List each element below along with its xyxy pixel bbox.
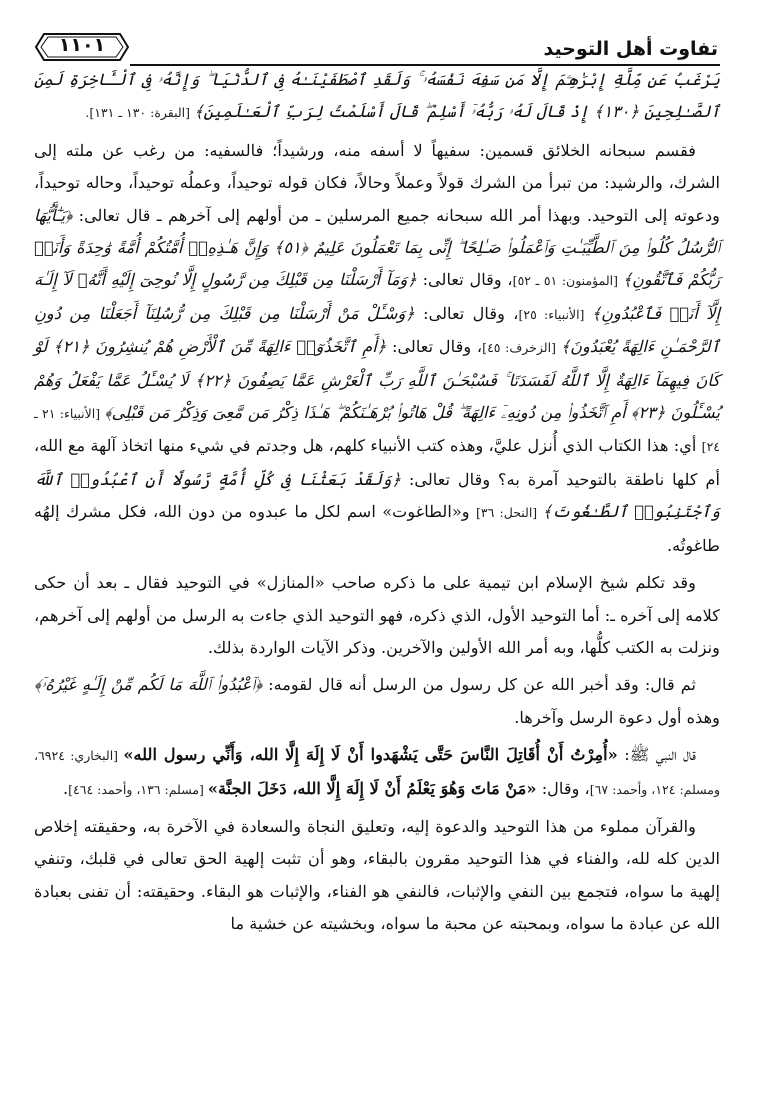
paragraph — [34, 567, 720, 664]
quran-verse: ﴿يَـٰٓأَيُّهَا ٱلرُّسُلُ كُلُوا۟ مِنَ ٱلطَّيِّبَـٰتِ وَٱعْمَلُوا۟ صَـٰلِحًا ۖ إِنِّى بِمَا تَعْمَلُونَ عَلِيمٌ ﴿٥١﴾ وَإِنَّ هَـٰذِهِۦٓ أُمَّتُكُمْ أُمَّةً وَٰحِدَةً وَأَنَا۠ رَبُّكُمْ فَٱتَّقُونِ﴾ — [34, 205, 720, 290]
citation: [النحل: ٣٦] — [475, 505, 543, 521]
hadith-text: «مَنْ مَاتَ وَهُوَ يَعْلَمُ أَنْ لَا إِلَهَ إِلَّا الله، دَخَلَ الجنَّة» — [207, 778, 537, 798]
paragraph — [34, 811, 720, 941]
page-title: تفاوت أهل التوحيد — [543, 38, 718, 60]
body-text: وقد تكلم شيخ الإسلام ابن تيمية على ما ذكره صاحب «المنازل» في التوحيد فقال ـ بعد أن حكى كلامه إلى آخره ـ: أما التوحيد الأول، الذي ذكره، فهو التوحيد الذي جاءت به الرسل من أولهم إلى آخرهم، ونزلت به الكتب كلُّها، وبه أمر الله الأولين والآخرين. وذكر الآيات الواردة بذلك. — [34, 573, 720, 657]
body-text: أي: هذا الكتاب الذي أُنزل عليَّ، وهذه كتب الأنبياء كلهم، هل وجدتم في شيء منها اتخاذ آلهة مع الله، أم كلها ناطقة بالتوحيد آمرة به؟ وقال تعالى: — [34, 436, 720, 489]
hadith-text: «أُمِرْتُ أَنْ أُقَاتِلَ النَّاسَ حَتَّى يَشْهَدوا أَنْ لَا إِلَهَ إِلَّا الله، وَأَنِّي رسول الله» — [123, 745, 618, 765]
body-text: و«الطاغوت» اسم لكل ما عبدوه من دون الله، فكل مشرك إلهُه طاغوتُه. — [34, 502, 720, 555]
body-text: ، وقال: — [536, 778, 590, 798]
paragraph — [34, 135, 720, 562]
citation: [المؤمنون: ٥١ ـ ٥٢] — [512, 273, 623, 289]
quran-verse: ﴿وَمَآ أَرْسَلْنَا مِن قَبْلِكَ مِن رَّسُولٍ إِلَّا نُوحِىٓ إِلَيْهِ أَنَّهُۥ لَآ إِلَـٰهَ إِلَّآ أَنَا۠ فَٱعْبُدُونِ﴾ — [34, 270, 720, 323]
quran-verse: ﴿أَمِ ٱتَّخَذُوٓا۟ ءَالِهَةً مِّنَ ٱلْأَرْضِ هُمْ يُنشِرُونَ ﴿٢١﴾ لَوْ كَانَ فِيهِمَآ ءَالِهَةٌ إِلَّا ٱللَّهُ لَفَسَدَتَا ۚ فَسُبْحَـٰنَ ٱللَّهِ رَبِّ ٱلْعَرْشِ عَمَّا يَصِفُونَ ﴿٢٢﴾ لَا يُسْـَٔلُ عَمَّا يَفْعَلُ وَهُمْ يُسْـَٔلُونَ ﴿٢٣﴾ أَمِ ٱتَّخَذُوا۟ مِن دُونِهِۦٓ ءَالِهَةً ۖ قُلْ هَاتُوا۟ بُرْهَـٰنَكُمْ ۖ هَـٰذَا ذِكْرُ مَن مَّعِىَ وَذِكْرُ مَن قَبْلِى﴾ — [34, 337, 721, 423]
body-text: وهذه أول دعوة الرسل وآخرها. — [514, 707, 720, 727]
body-text: ، وقال تعالى: — [386, 337, 483, 357]
page-number: ١١٠١ — [58, 34, 106, 56]
paragraph — [34, 739, 720, 806]
body-text: . — [62, 778, 69, 798]
page-header — [34, 0, 720, 64]
page-body — [34, 64, 720, 941]
body-text: قال النبي ﷺ: — [617, 745, 696, 765]
paragraph — [34, 64, 720, 130]
quran-verse: ﴿وَسْـَٔلْ مَنْ أَرْسَلْنَا مِن قَبْلِكَ مِن رُّسُلِنَآ أَجَعَلْنَا مِن دُونِ ٱلرَّحْمَـٰنِ ءَالِهَةً يُعْبَدُونَ﴾ — [34, 303, 720, 357]
quran-verse: ﴿ٱعْبُدُوا۟ ٱللَّهَ مَا لَكُم مِّنْ إِلَـٰهٍ غَيْرُهُۥٓ﴾ — [34, 675, 263, 695]
body-text: ، وقال تعالى: — [416, 270, 513, 290]
citation: [الزخرف: ٤٥] — [482, 340, 561, 356]
citation: [البقرة: ١٣٠ ـ ١٣١]. — [85, 105, 194, 121]
body-text: ثم قال: وقد أخبر الله عن كل رسول من الرسل أنه قال لقومه: — [262, 675, 696, 695]
citation: [الأنبياء: ٢١ ـ ٢٤] — [34, 406, 720, 455]
body-text: والقرآن مملوء من هذا التوحيد والدعوة إليه، وتعليق النجاة والسعادة في الآخرة به، وحقيقته إخلاص الدين كله لله، والفناء في هذا التوحيد مقرون بالبقاء، وهو أن تثبت إلهية الحق تعالى في قلبك، وتنفي إلهية ما سواه، فتجمع بين النفي والإثبات، فالنفي هو الفناء، والإثبات هو البقاء. وحقيقته: أن تفنى بعبادة الله عن عبادة ما سواه، وبمحبته عن محبة ما سواه، وبخشيته عن خشية ما — [34, 816, 720, 934]
citation: [مسلم: ١٣٦، وأحمد: ٤٦٤] — [68, 781, 208, 797]
quran-verse: يَرْغَبُ عَن مِّلَّةِ إِبْرَٰهِـۧمَ إِلَّا مَن سَفِهَ نَفْسَهُۥ ۚ وَلَقَدِ ٱصْطَفَيْنَـٰهُ فِى ٱلدُّنْيَا ۖ وَإِنَّهُۥ فِى ٱلْـَٔاخِرَةِ لَمِنَ ٱلصَّـٰلِحِينَ ﴿١٣٠﴾ إِذْ قَالَ لَهُۥ رَبُّهُۥٓ أَسْلِمْ ۖ قَالَ أَسْلَمْتُ لِرَبِّ ٱلْعَـٰلَمِينَ﴾ — [34, 70, 720, 122]
quran-verse: ﴿وَلَقَدْ بَعَثْنَا فِى كُلِّ أُمَّةٍ رَّسُولًا أَنِ ٱعْبُدُوا۟ ٱللَّهَ وَٱجْتَنِبُوا۟ ٱلطَّـٰغُوتَ﴾ — [34, 469, 720, 522]
citation: [الأنبياء: ٢٥] — [518, 306, 592, 322]
header-divider — [130, 64, 720, 66]
paragraph — [34, 669, 720, 734]
body-text: ، وقال تعالى: — [414, 303, 519, 323]
citation: [البخاري: ٦٩٢٤، ومسلم: ١٢٤، وأحمد: ٦٧] — [34, 748, 720, 797]
page-number-frame — [34, 30, 130, 64]
body-text: فقسم سبحانه الخلائق قسمين: سفيهاً لا أسفه منه، ورشيداً؛ فالسفيه: من رغب عن ملته إلى الشرك، والرشيد: من تبرأ من الشرك قولاً وعملاً وحالاً، فكان قوله توحيداً، وعملُه توحيداً، وحاله توحيداً، ودعوته إلى التوحيد. وبهذا أمر الله سبحانه جميع المرسلين ـ من أولهم إلى آخرهم ـ قال تعالى: — [34, 140, 720, 225]
